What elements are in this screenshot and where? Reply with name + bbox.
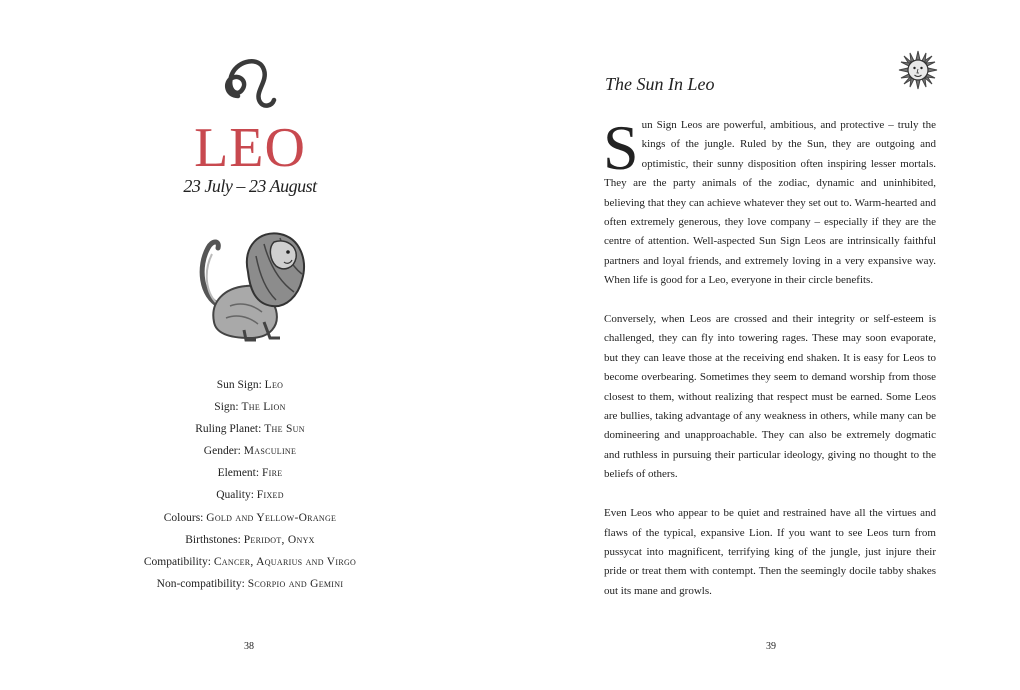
- attribute-row: [0, 484, 500, 506]
- attribute-row: [0, 396, 500, 418]
- attribute-value: Masculine: [243, 445, 297, 458]
- attribute-row: [0, 374, 500, 396]
- drop-cap: S: [603, 112, 639, 183]
- attribute-value: Scorpio and Gemini: [247, 577, 344, 590]
- attribute-label: Colours:: [163, 511, 207, 524]
- attribute-row: [0, 551, 500, 573]
- attribute-label: Sun Sign:: [216, 379, 265, 391]
- attribute-label: Quality:: [216, 489, 257, 502]
- attribute-row: [0, 418, 500, 440]
- body-text: [603, 112, 936, 621]
- sun-face-icon: [898, 50, 938, 90]
- page-number-right: 39: [766, 641, 776, 652]
- attribute-label: Non-compatibility:: [156, 577, 248, 590]
- attribute-value: Gold and Yellow-Orange: [206, 511, 337, 524]
- attribute-row: [0, 529, 500, 551]
- attribute-row: [0, 507, 500, 529]
- attribute-label: Gender:: [203, 445, 244, 458]
- left-page: [0, 0, 500, 690]
- leo-glyph-icon: [218, 52, 282, 112]
- attribute-label: Element:: [217, 467, 262, 480]
- attribute-label: Ruling Planet:: [195, 423, 265, 436]
- lion-illustration: [190, 226, 310, 344]
- attribute-label: Sign:: [214, 401, 242, 414]
- paragraph-3: Even Leos who appear to be quiet and restrained have all the virtues and flaws of the typical, expansive Lion. If you want to see Leos turn from pussycat into magnificent, terrifying king of the jungle, just injure their pride or treat them with contempt. Then the seemingly docile tabby shakes out its mane and growls.: [604, 507, 936, 597]
- attribute-value: The Lion: [241, 401, 286, 414]
- attribute-row: [0, 440, 500, 462]
- page-number-left: 38: [244, 641, 254, 652]
- paragraph-1-text: un Sign Leos are powerful, ambitious, and protective – truly the kings of the jungle. Ruled by the Sun, they are outgoing and optimistic, their sunny disposition often inspiring lesser mortals. They are the party animals of the zodiac, dynamic and uninhibited, believing that they can achieve whatever they set out to. Warm-hearted and often extremely generous, they love company – especially if they are the centre of attention. Well-aspected Sun Sign Leos are intrinsically faithful partners and loyal friends, and extremely loving in a very expansive way. When life is good for a Leo, everyone in their circle benefits.: [604, 119, 936, 287]
- sign-dates: 23 July – 23 August: [183, 176, 317, 196]
- attribute-label: Birthstones:: [185, 533, 244, 546]
- paragraph-1: [603, 112, 936, 291]
- paragraph-2: Conversely, when Leos are crossed and their integrity or self-esteem is challenged, they can fly into towering rages. These may soon evaporate, but they can leave those at the receiving end shaken. It is easy for Leos to become overbearing. Sometimes they seem to demand worship from those closest to them, without realizing that respect must be earned. Some Leos are bullies, taking advantage of any weakness in others, while many can be domineering and unapproachable. They can also be extremely dogmatic and ruthless in pursuing their particular ideology, giving no thought to the beliefs of others.: [604, 313, 936, 481]
- sign-title: LEO: [194, 117, 306, 179]
- attribute-value: Cancer, Aquarius and Virgo: [213, 555, 357, 568]
- attribute-value: Fire: [261, 467, 283, 480]
- attribute-value: Leo: [264, 379, 284, 391]
- right-page: [510, 0, 1020, 690]
- attribute-value: Peridot, Onyx: [243, 533, 315, 546]
- sign-attributes: [0, 374, 500, 595]
- attribute-value: Fixed: [256, 489, 284, 502]
- attribute-label: Compatibility:: [143, 555, 214, 568]
- attribute-row: [0, 573, 500, 595]
- attribute-row: [0, 462, 500, 484]
- attribute-value: The Sun: [264, 423, 305, 436]
- section-heading: The Sun In Leo: [605, 74, 715, 94]
